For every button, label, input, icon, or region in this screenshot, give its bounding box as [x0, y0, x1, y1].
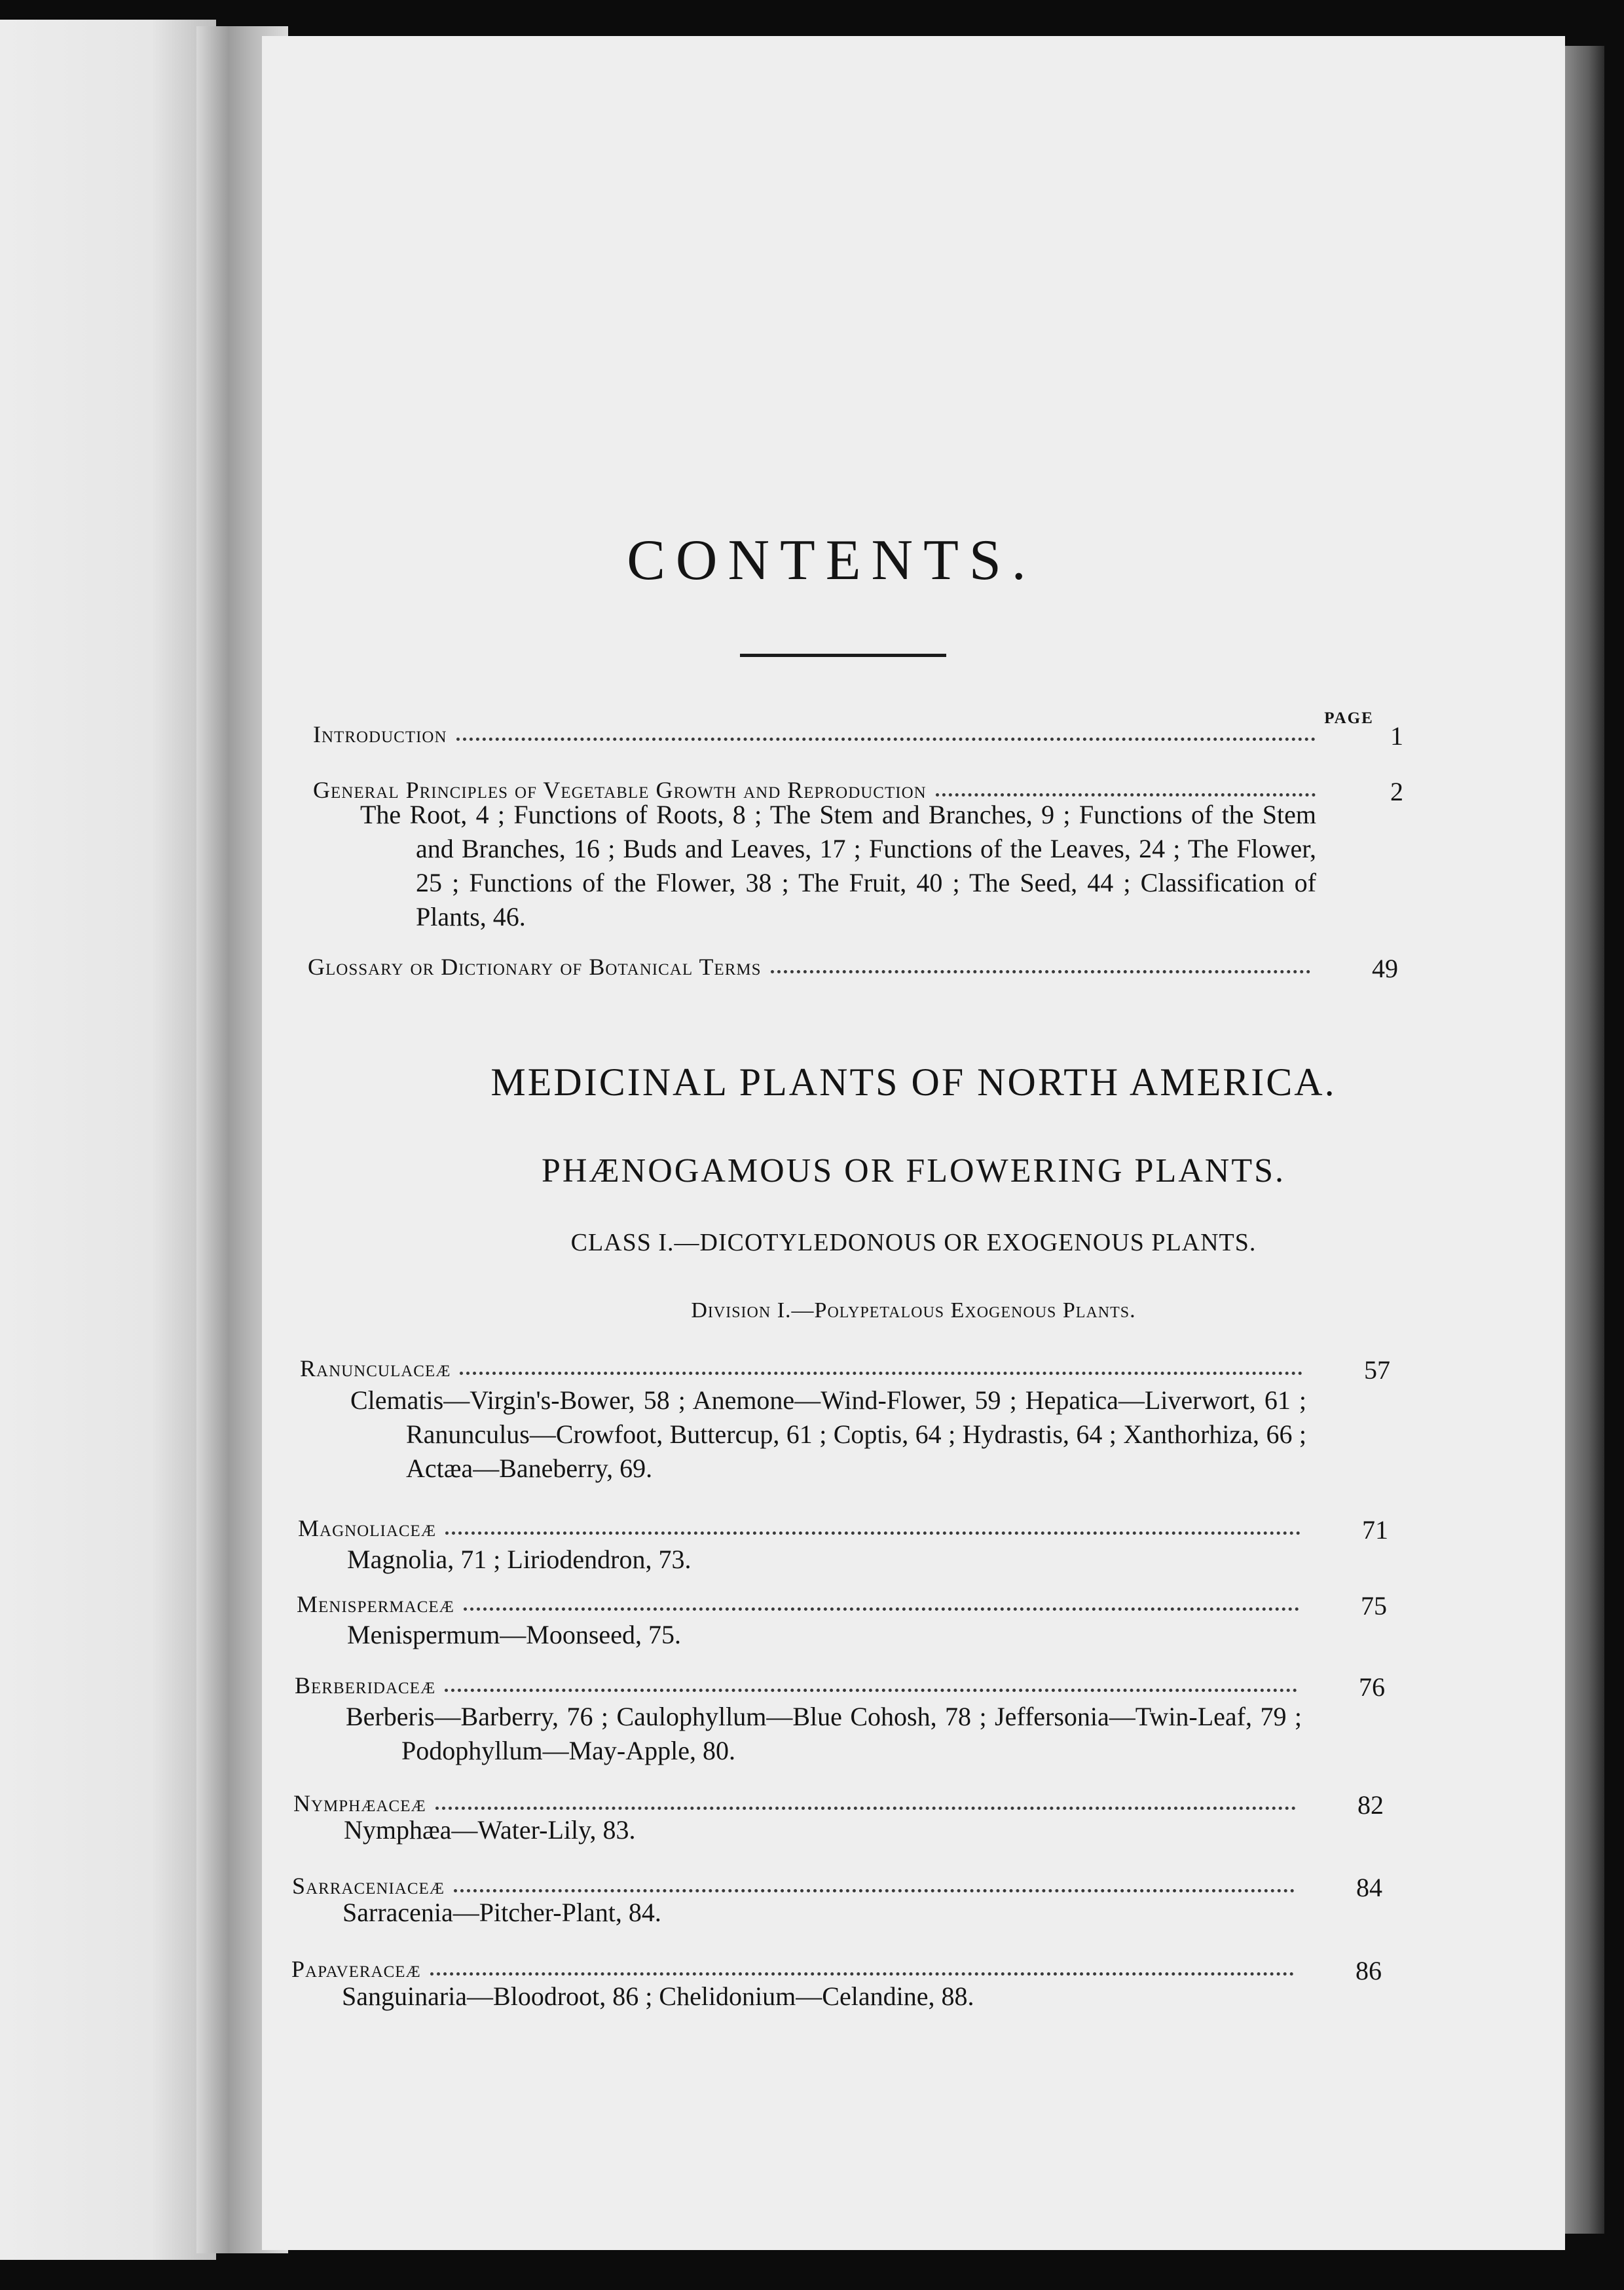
- dot-leader: [456, 736, 1316, 741]
- family-name: Sarraceniaceæ: [292, 1873, 445, 1899]
- dot-leader: [464, 1605, 1299, 1611]
- title-rule: [740, 654, 946, 657]
- dot-leader: [454, 1887, 1295, 1892]
- family-genera: Berberis—Barberry, 76 ; Caulophyllum—Blue Cohosh, 78 ; Jeffersonia—Twin-Leaf, 79 ; Podophyllum—May-Apple, 80.: [346, 1702, 1302, 1765]
- dot-leader: [445, 1687, 1297, 1692]
- dot-leader: [936, 791, 1316, 797]
- family-name: Nymphæaceæ: [293, 1790, 426, 1816]
- family-name: Menispermaceæ: [297, 1591, 454, 1617]
- family-page: 86: [1356, 1956, 1382, 1985]
- toc-entry-heading: General Principles of Vegetable Growth and Reproduction: [313, 777, 927, 803]
- toc-entry-glossary[interactable]: [308, 953, 1398, 983]
- toc-entry-introduction[interactable]: [313, 721, 1403, 751]
- facing-page: [0, 20, 216, 2260]
- family-page: 75: [1361, 1591, 1387, 1621]
- family-page: 71: [1362, 1515, 1388, 1545]
- family-entry-berberidaceae[interactable]: [295, 1672, 1385, 1702]
- class-title: CLASS I.—DICOTYLEDONOUS OR EXOGENOUS PLANTS.: [570, 1229, 1257, 1256]
- family-genera: Sanguinaria—Bloodroot, 86 ; Chelidonium—Celandine, 88.: [342, 1981, 974, 2011]
- toc-entry-details: The Root, 4 ; Functions of Roots, 8 ; The Stem and Branches, 9 ; Functions of the Stem and Branches, 16 ; Buds and Leaves, 17 ; Functions of the Leaves, 24 ; The Flower, 25 ; Functions of the Flower, 38 ; The Fruit, 40 ; The Seed, 44 ; Classification of Plants, 46.: [360, 800, 1316, 931]
- toc-entry-heading: Glossary or Dictionary of Botanical Terms: [308, 954, 762, 980]
- section-subtitle: PHÆNOGAMOUS OR FLOWERING PLANTS.: [541, 1152, 1286, 1190]
- book-title: MEDICINAL PLANTS OF NORTH AMERICA.: [490, 1061, 1337, 1104]
- family-page: 84: [1356, 1873, 1382, 1902]
- family-genera: Magnolia, 71 ; Liriodendron, 73.: [347, 1545, 692, 1574]
- family-entry-menispermaceae[interactable]: [297, 1590, 1387, 1621]
- toc-entry-heading: Introduction: [313, 721, 447, 747]
- toc-entry-page: 2: [1390, 777, 1403, 806]
- toc-entry-page: 1: [1390, 721, 1403, 751]
- page-edge: [1565, 46, 1604, 2234]
- dot-leader: [430, 1970, 1294, 1976]
- dot-leader: [771, 968, 1310, 973]
- family-genera: Nymphæa—Water-Lily, 83.: [344, 1815, 636, 1845]
- page-title: CONTENTS.: [627, 529, 1037, 592]
- family-entry-papaveraceae[interactable]: [291, 1955, 1382, 1985]
- family-page: 76: [1359, 1672, 1385, 1702]
- family-genera: Menispermum—Moonseed, 75.: [347, 1620, 681, 1649]
- family-entry-magnoliaceae[interactable]: [298, 1514, 1388, 1545]
- family-page: 82: [1357, 1790, 1384, 1820]
- family-genera: Sarracenia—Pitcher-Plant, 84.: [342, 1898, 661, 1927]
- dot-leader: [445, 1530, 1301, 1535]
- toc-entry-page: 49: [1372, 954, 1398, 983]
- dot-leader: [460, 1370, 1302, 1375]
- family-name: Ranunculaceæ: [300, 1355, 451, 1381]
- family-entry-ranunculaceae[interactable]: [300, 1355, 1390, 1385]
- page-column-label: PAGE: [1324, 709, 1374, 727]
- division-title: Division I.—Polypetalous Exogenous Plants.: [691, 1298, 1136, 1323]
- family-name: Magnoliaceæ: [298, 1515, 437, 1541]
- family-name: Berberidaceæ: [295, 1672, 436, 1699]
- family-genera: Clematis—Virgin's-Bower, 58 ; Anemone—Wind-Flower, 59 ; Hepatica—Liverwort, 61 ; Ranunculus—Crowfoot, Buttercup, 61 ; Coptis, 64 ; Hydrastis, 64 ; Xanthorhiza, 66 ; Actæa—Baneberry, 69.: [350, 1385, 1306, 1483]
- family-page: 57: [1364, 1355, 1390, 1385]
- dot-leader: [435, 1805, 1296, 1810]
- family-name: Papaveraceæ: [291, 1956, 421, 1982]
